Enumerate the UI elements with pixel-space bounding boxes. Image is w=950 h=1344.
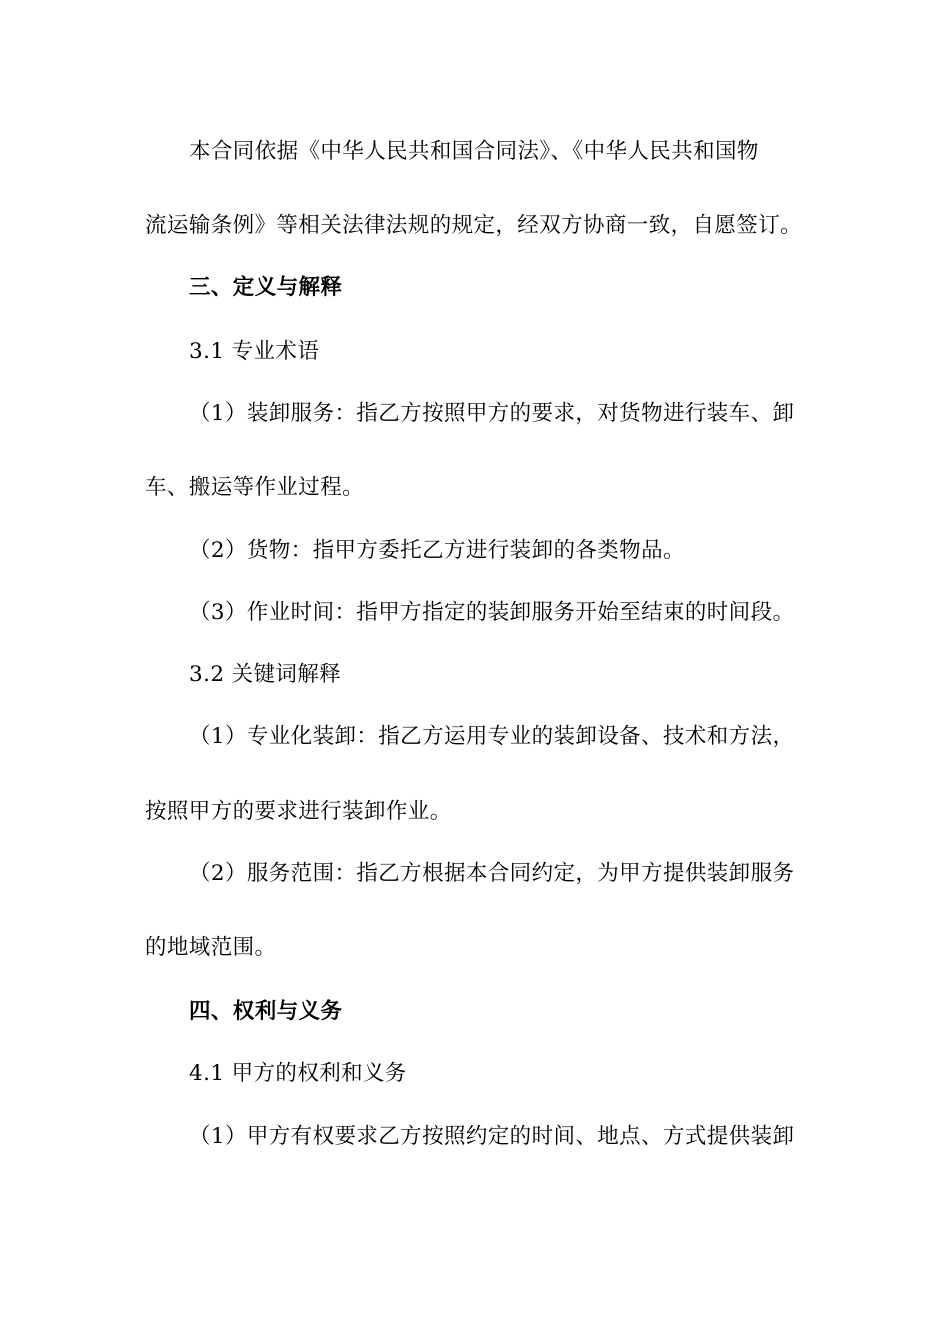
paragraph-line: （1）专业化装卸：指乙方运用专业的装卸设备、技术和方法， xyxy=(189,724,795,749)
paragraph-line: （1）装卸服务：指乙方按照甲方的要求，对货物进行装车、卸 xyxy=(189,401,795,426)
paragraph-line: （3）作业时间：指甲方指定的装卸服务开始至结束的时间段。 xyxy=(189,600,795,625)
section-heading: 三、定义与解释 xyxy=(189,275,343,300)
subsection-heading: 3.1 专业术语 xyxy=(189,339,320,364)
paragraph-line: （1）甲方有权要求乙方按照约定的时间、地点、方式提供装卸 xyxy=(189,1124,795,1149)
paragraph-line: 本合同依据《中华人民共和国合同法》、《中华人民共和国物 xyxy=(189,139,759,164)
paragraph-line: （2）货物：指甲方委托乙方进行装卸的各类物品。 xyxy=(189,538,685,563)
paragraph-line: 按照甲方的要求进行装卸作业。 xyxy=(145,799,452,824)
subsection-heading: 4.1 甲方的权利和义务 xyxy=(189,1061,407,1086)
section-heading: 四、权利与义务 xyxy=(189,999,343,1024)
paragraph-line: 的地域范围。 xyxy=(145,935,277,960)
paragraph-line: 流运输条例》等相关法律法规的规定，经双方协商一致，自愿签订。 xyxy=(145,213,803,238)
subsection-heading: 3.2 关键词解释 xyxy=(189,662,342,687)
paragraph-line: 车、搬运等作业过程。 xyxy=(145,475,365,500)
paragraph-line: （2）服务范围：指乙方根据本合同约定，为甲方提供装卸服务 xyxy=(189,861,795,886)
